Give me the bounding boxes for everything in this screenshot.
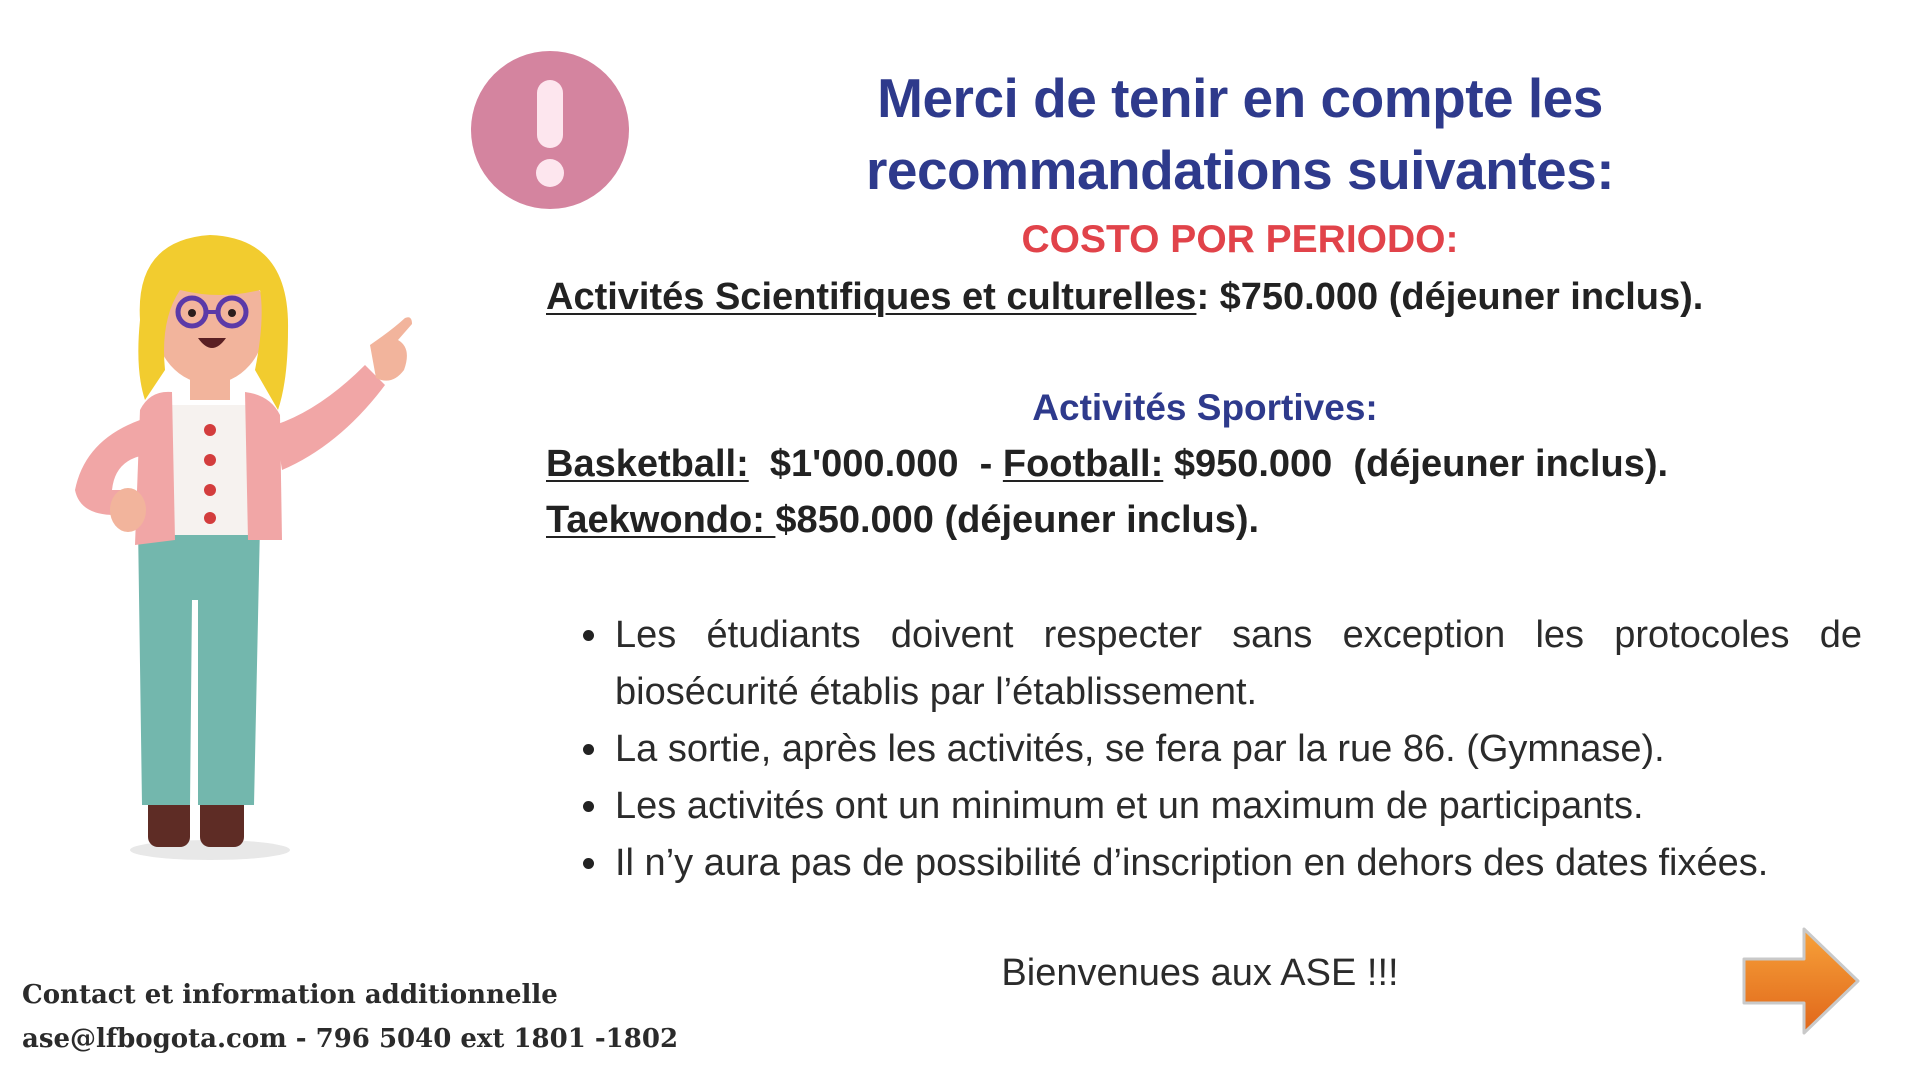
taekwondo-price: $850.000 (déjeuner inclus). [775, 499, 1260, 541]
title-line-2: recommandations suivantes: [865, 139, 1615, 201]
page-title [760, 62, 1720, 206]
taekwondo-label: Taekwondo: [546, 499, 776, 541]
sports-price-line [546, 440, 1668, 488]
list-item: Les activités ont un minimum et un maximum de participants. [580, 778, 1862, 835]
science-price: : $750.000 (déjeuner inclus). [1196, 276, 1704, 318]
welcome-message: Bienvenues aux ASE !!! [1001, 952, 1399, 994]
bullet-icon [583, 744, 594, 755]
taekwondo-price-line [546, 496, 1259, 544]
basketball-price: $1'000.000 - [748, 443, 1003, 485]
costo-heading: COSTO POR PERIODO: [1021, 218, 1459, 261]
football-label: Football: [1002, 443, 1164, 485]
bullet-icon [583, 858, 594, 869]
bullet-icon [583, 801, 594, 812]
recommendations-list [580, 607, 1862, 892]
bullet-icon [583, 630, 594, 641]
contact-heading: Contact et information additionnelle [22, 980, 558, 1010]
science-label: Activités Scientifiques et culturelles [546, 276, 1197, 318]
sports-heading: Activités Sportives: [1032, 387, 1378, 428]
title-line-1: Merci de tenir en compte les [877, 67, 1603, 129]
football-price: $950.000 (déjeuner inclus). [1163, 443, 1669, 485]
exclamation-icon [471, 51, 629, 209]
contact-block [22, 973, 678, 1061]
science-price-line [546, 273, 1703, 321]
teacher-pointing-illustration [20, 220, 440, 870]
list-item: Il n’y aura pas de possibilité d’inscription en dehors des dates fixées. [580, 835, 1862, 892]
basketball-label: Basketball: [546, 443, 749, 485]
contact-details: ase@lfbogota.com - 796 5040 ext 1801 -1802 [22, 1024, 679, 1054]
arrow-right-icon[interactable] [1740, 923, 1862, 1039]
list-item: La sortie, après les activités, se fera par la rue 86. (Gymnase). [580, 721, 1862, 778]
list-item: Les étudiants doivent respecter sans exception les protocoles de biosécurité établis par l’établissement. [580, 607, 1862, 721]
